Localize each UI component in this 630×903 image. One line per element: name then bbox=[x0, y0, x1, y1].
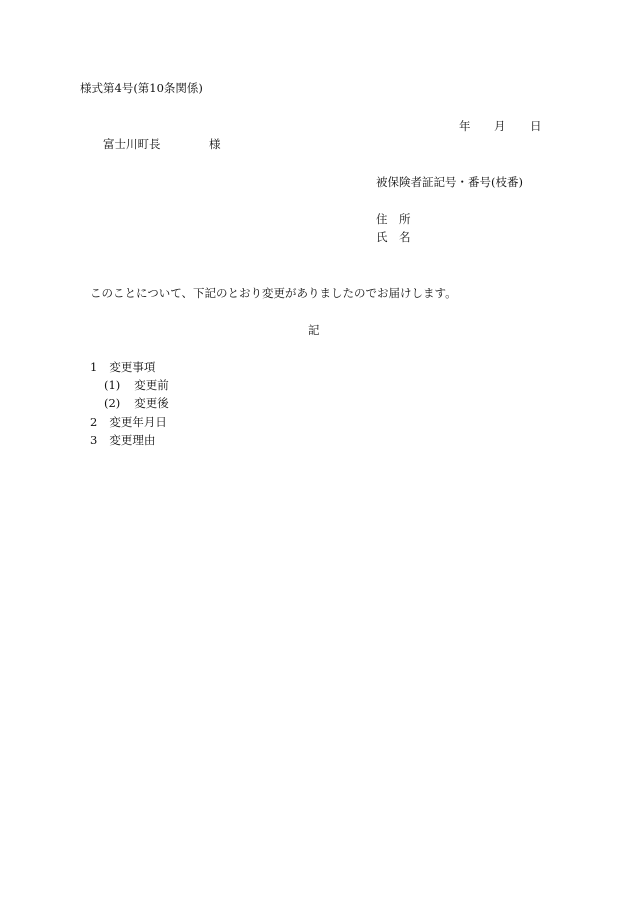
date-month-label: 月 bbox=[494, 119, 506, 133]
item-label: 変更事項 bbox=[109, 360, 156, 374]
date-year-label: 年 bbox=[459, 119, 471, 133]
item-label: 変更前 bbox=[134, 378, 169, 392]
item-number: (2) bbox=[104, 396, 121, 410]
item-number: 2 bbox=[90, 415, 98, 429]
list-item bbox=[104, 380, 169, 392]
form-number: 様式第4号(第10条関係) bbox=[80, 81, 203, 95]
item-number: (1) bbox=[104, 378, 121, 392]
list-item bbox=[90, 417, 167, 429]
addressee-honorific: 様 bbox=[209, 137, 221, 151]
insured-number-label: 被保険者証記号・番号(枝番) bbox=[376, 175, 523, 189]
list-item bbox=[90, 362, 155, 374]
date-day-label: 日 bbox=[530, 119, 542, 133]
list-item bbox=[104, 398, 169, 410]
item-label: 変更理由 bbox=[109, 433, 156, 447]
item-label: 変更後 bbox=[134, 396, 169, 410]
list-item bbox=[90, 435, 155, 447]
addressee-name: 富士川町長 bbox=[103, 137, 161, 151]
item-number: 3 bbox=[90, 433, 98, 447]
notice-body-text: このことについて、下記のとおり変更がありましたのでお届けします。 bbox=[90, 286, 457, 300]
ki-heading: 記 bbox=[308, 323, 320, 337]
name-label: 氏 名 bbox=[376, 230, 411, 244]
item-number: 1 bbox=[90, 360, 98, 374]
address-label: 住 所 bbox=[376, 212, 411, 226]
item-label: 変更年月日 bbox=[109, 415, 167, 429]
